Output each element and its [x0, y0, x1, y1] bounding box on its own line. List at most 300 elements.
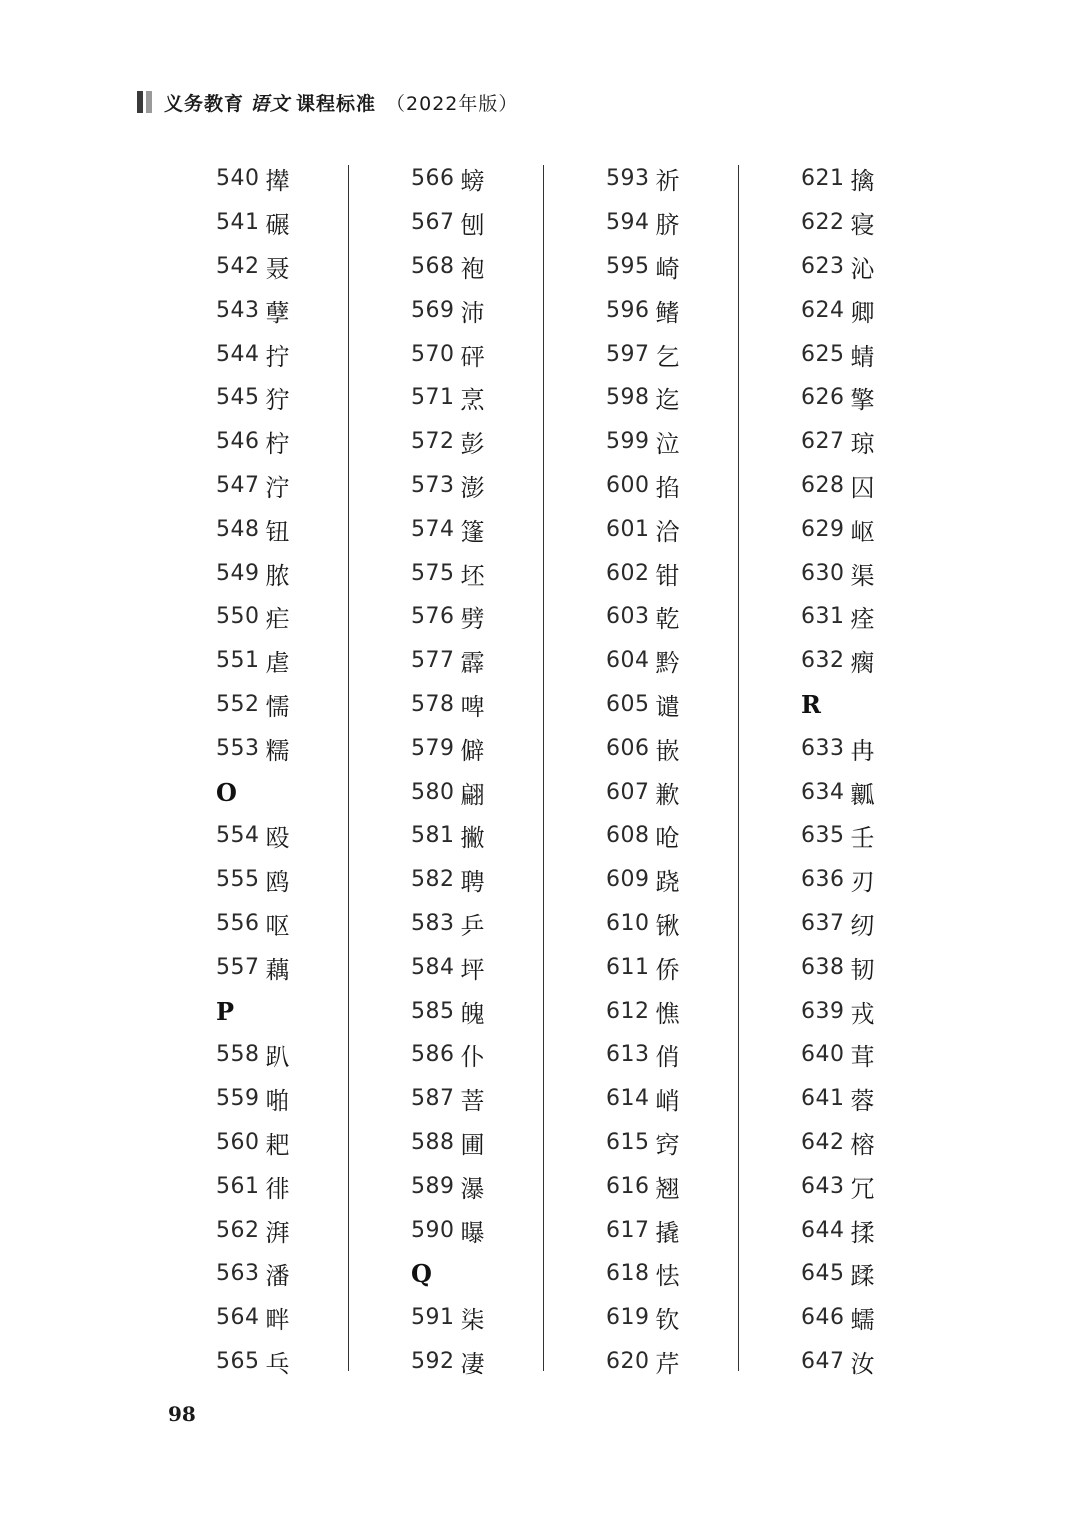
entry-character: 崎 [655, 254, 680, 283]
character-entry [606, 551, 756, 595]
book-title [164, 89, 518, 116]
character-entry [606, 1033, 756, 1077]
character-entry [801, 639, 951, 683]
character-table [0, 157, 1088, 1377]
entry-character: 柒 [460, 1306, 485, 1335]
column-2 [411, 157, 561, 1383]
character-entry [411, 1208, 561, 1252]
entry-number: 547 [216, 472, 260, 498]
character-entry [801, 157, 951, 201]
entry-character: 俏 [655, 1043, 680, 1072]
entry-character: 纫 [850, 911, 875, 940]
character-entry [606, 770, 756, 814]
character-entry [801, 726, 951, 770]
entry-character: 糯 [265, 736, 290, 765]
entry-character: 冗 [850, 1174, 875, 1203]
entry-number: 642 [801, 1129, 845, 1155]
entry-number: 553 [216, 735, 260, 761]
character-entry [411, 1340, 561, 1384]
character-entry [216, 858, 366, 902]
entry-character: 瀑 [460, 1174, 485, 1203]
entry-number: 586 [411, 1042, 455, 1068]
entry-number: 603 [606, 604, 650, 630]
entry-number: 636 [801, 867, 845, 893]
entry-number: 550 [216, 604, 260, 630]
entry-number: 590 [411, 1217, 455, 1243]
entry-number: 593 [606, 166, 650, 192]
entry-number: 614 [606, 1086, 650, 1112]
entry-character: 畔 [265, 1306, 290, 1335]
entry-number: 566 [411, 166, 455, 192]
entry-character: 揉 [850, 1218, 875, 1247]
entry-character: 魄 [460, 999, 485, 1028]
character-entry [606, 1252, 756, 1296]
entry-character: 碾 [265, 211, 290, 240]
entry-number: 631 [801, 604, 845, 630]
entry-number: 581 [411, 823, 455, 849]
entry-character: 趴 [265, 1043, 290, 1072]
entry-number: 633 [801, 735, 845, 761]
entry-number: 560 [216, 1129, 260, 1155]
character-entry [216, 420, 366, 464]
entry-character: 殴 [265, 824, 290, 853]
character-entry [801, 902, 951, 946]
entry-character: 袍 [460, 254, 485, 283]
character-entry [411, 902, 561, 946]
character-entry [216, 814, 366, 858]
section-letter-row [216, 770, 366, 814]
entry-number: 584 [411, 954, 455, 980]
book-title-main: 义务教育 [164, 92, 245, 115]
entry-number: 565 [216, 1348, 260, 1374]
entry-character: 聂 [265, 254, 290, 283]
entry-number: 573 [411, 472, 455, 498]
character-entry [411, 332, 561, 376]
character-entry [801, 1077, 951, 1121]
entry-character: 芹 [655, 1349, 680, 1378]
character-entry [411, 989, 561, 1033]
section-letter-row [801, 683, 951, 727]
character-entry [606, 245, 756, 289]
entry-number: 570 [411, 341, 455, 367]
entry-character: 坪 [460, 955, 485, 984]
character-entry [801, 332, 951, 376]
character-entry [216, 376, 366, 420]
character-entry [606, 288, 756, 332]
entry-character: 迄 [655, 386, 680, 415]
header-mark-dark [137, 91, 143, 113]
character-entry [216, 551, 366, 595]
entry-number: 599 [606, 429, 650, 455]
character-entry [801, 420, 951, 464]
entry-number: 546 [216, 429, 260, 455]
entry-character: 刨 [460, 211, 485, 240]
character-entry [606, 420, 756, 464]
character-entry [801, 464, 951, 508]
column-divider [543, 165, 544, 1371]
entry-number: 580 [411, 779, 455, 805]
book-title-subject: 语文 [250, 92, 291, 115]
entry-character: 鸥 [265, 868, 290, 897]
entry-number: 606 [606, 735, 650, 761]
entry-character: 侨 [655, 955, 680, 984]
entry-number: 582 [411, 867, 455, 893]
entry-character: 冉 [850, 736, 875, 765]
entry-character: 韧 [850, 955, 875, 984]
entry-character: 乾 [655, 605, 680, 634]
entry-character: 蜻 [850, 342, 875, 371]
entry-character: 翘 [655, 1174, 680, 1203]
entry-character: 蹂 [850, 1262, 875, 1291]
section-letter-row [411, 1252, 561, 1296]
entry-number: 563 [216, 1261, 260, 1287]
character-entry [801, 1121, 951, 1165]
entry-number: 543 [216, 297, 260, 323]
entry-number: 645 [801, 1261, 845, 1287]
character-entry [216, 1077, 366, 1121]
character-entry [606, 639, 756, 683]
entry-character: 沛 [460, 298, 485, 327]
entry-character: 砰 [460, 342, 485, 371]
character-entry [216, 683, 366, 727]
entry-number: 635 [801, 823, 845, 849]
entry-number: 600 [606, 472, 650, 498]
entry-number: 541 [216, 210, 260, 236]
entry-character: 撬 [655, 1218, 680, 1247]
character-entry [216, 945, 366, 989]
entry-character: 柠 [265, 430, 290, 459]
character-entry [411, 157, 561, 201]
entry-character: 寝 [850, 211, 875, 240]
entry-character: 螃 [460, 167, 485, 196]
character-entry [216, 595, 366, 639]
entry-number: 608 [606, 823, 650, 849]
entry-number: 640 [801, 1042, 845, 1068]
entry-number: 597 [606, 341, 650, 367]
entry-number: 610 [606, 910, 650, 936]
character-entry [606, 157, 756, 201]
entry-number: 615 [606, 1129, 650, 1155]
entry-character: 乓 [265, 1349, 290, 1378]
character-entry [801, 1340, 951, 1384]
entry-character: 跷 [655, 868, 680, 897]
entry-number: 559 [216, 1086, 260, 1112]
entry-number: 556 [216, 910, 260, 936]
character-entry [801, 376, 951, 420]
entry-character: 潘 [265, 1262, 290, 1291]
entry-number: 643 [801, 1173, 845, 1199]
entry-character: 僻 [460, 736, 485, 765]
character-entry [606, 507, 756, 551]
entry-number: 595 [606, 253, 650, 279]
entry-character: 呕 [265, 911, 290, 940]
entry-character: 藕 [265, 955, 290, 984]
character-entry [411, 288, 561, 332]
character-entry [411, 770, 561, 814]
entry-number: 613 [606, 1042, 650, 1068]
entry-number: 579 [411, 735, 455, 761]
character-entry [606, 376, 756, 420]
entry-character: 渠 [850, 561, 875, 590]
character-entry [411, 507, 561, 551]
character-entry [801, 1252, 951, 1296]
entry-character: 戎 [850, 999, 875, 1028]
column-1 [216, 157, 366, 1383]
character-entry [216, 201, 366, 245]
entry-number: 622 [801, 210, 845, 236]
character-entry [801, 507, 951, 551]
entry-character: 啪 [265, 1087, 290, 1116]
page-number: 98 [168, 1402, 196, 1426]
entry-number: 612 [606, 998, 650, 1024]
entry-number: 540 [216, 166, 260, 192]
entry-number: 602 [606, 560, 650, 586]
character-entry [216, 1164, 366, 1208]
character-entry [411, 551, 561, 595]
entry-character: 彭 [460, 430, 485, 459]
character-entry [216, 1296, 366, 1340]
character-entry [801, 858, 951, 902]
entry-character: 懦 [265, 692, 290, 721]
entry-character: 钮 [265, 517, 290, 546]
entry-character: 瓤 [850, 780, 875, 809]
entry-character: 掐 [655, 473, 680, 502]
book-title-version: （2022年版） [386, 92, 519, 115]
entry-number: 638 [801, 954, 845, 980]
section-letter: O [216, 777, 237, 807]
character-entry [411, 945, 561, 989]
entry-number: 591 [411, 1305, 455, 1331]
entry-character: 钳 [655, 561, 680, 590]
entry-character: 仆 [460, 1043, 485, 1072]
entry-character: 瘸 [850, 649, 875, 678]
entry-number: 607 [606, 779, 650, 805]
running-header [137, 88, 518, 116]
entry-number: 623 [801, 253, 845, 279]
entry-character: 翩 [460, 780, 485, 809]
character-entry [801, 1033, 951, 1077]
character-entry [411, 376, 561, 420]
character-entry [801, 945, 951, 989]
entry-character: 澎 [460, 473, 485, 502]
entry-number: 620 [606, 1348, 650, 1374]
entry-character: 卿 [850, 298, 875, 327]
entry-character: 峭 [655, 1087, 680, 1116]
entry-character: 乞 [655, 342, 680, 371]
character-entry [216, 639, 366, 683]
entry-character: 孽 [265, 298, 290, 327]
character-entry [606, 902, 756, 946]
character-entry [801, 1208, 951, 1252]
entry-number: 564 [216, 1305, 260, 1331]
character-entry [411, 595, 561, 639]
entry-character: 刃 [850, 868, 875, 897]
entry-number: 542 [216, 253, 260, 279]
character-entry [801, 1296, 951, 1340]
entry-number: 641 [801, 1086, 845, 1112]
character-entry [606, 989, 756, 1033]
entry-number: 578 [411, 691, 455, 717]
character-entry [606, 332, 756, 376]
character-entry [411, 245, 561, 289]
entry-number: 592 [411, 1348, 455, 1374]
column-divider [738, 165, 739, 1371]
entry-character: 怯 [655, 1262, 680, 1291]
character-entry [411, 814, 561, 858]
character-entry [606, 595, 756, 639]
character-entry [411, 858, 561, 902]
entry-number: 555 [216, 867, 260, 893]
character-entry [411, 420, 561, 464]
character-entry [801, 551, 951, 595]
character-entry [801, 814, 951, 858]
entry-number: 558 [216, 1042, 260, 1068]
entry-number: 572 [411, 429, 455, 455]
character-entry [216, 1340, 366, 1384]
entry-number: 616 [606, 1173, 650, 1199]
character-entry [216, 288, 366, 332]
entry-character: 乒 [460, 911, 485, 940]
character-entry [606, 1077, 756, 1121]
column-3 [606, 157, 756, 1383]
character-entry [606, 1296, 756, 1340]
header-mark-light [146, 91, 152, 113]
entry-character: 汝 [850, 1349, 875, 1378]
entry-character: 祈 [655, 167, 680, 196]
entry-character: 撵 [265, 167, 290, 196]
entry-number: 585 [411, 998, 455, 1024]
entry-number: 601 [606, 516, 650, 542]
entry-character: 锹 [655, 911, 680, 940]
entry-number: 625 [801, 341, 845, 367]
entry-character: 湃 [265, 1218, 290, 1247]
entry-character: 圃 [460, 1130, 485, 1159]
entry-number: 568 [411, 253, 455, 279]
entry-number: 628 [801, 472, 845, 498]
entry-number: 583 [411, 910, 455, 936]
entry-character: 歉 [655, 780, 680, 809]
entry-character: 疟 [265, 605, 290, 634]
character-entry [216, 1121, 366, 1165]
entry-number: 577 [411, 648, 455, 674]
character-entry [216, 1208, 366, 1252]
entry-number: 594 [606, 210, 650, 236]
character-entry [216, 507, 366, 551]
entry-character: 凄 [460, 1349, 485, 1378]
character-entry [801, 989, 951, 1033]
character-entry [411, 1033, 561, 1077]
character-entry [411, 683, 561, 727]
entry-number: 639 [801, 998, 845, 1024]
section-letter: Q [411, 1259, 432, 1289]
entry-character: 虐 [265, 649, 290, 678]
entry-number: 545 [216, 385, 260, 411]
character-entry [411, 1296, 561, 1340]
entry-number: 644 [801, 1217, 845, 1243]
entry-number: 544 [216, 341, 260, 367]
header-bar-marks [137, 91, 155, 113]
entry-number: 548 [216, 516, 260, 542]
entry-character: 擎 [850, 386, 875, 415]
character-entry [411, 201, 561, 245]
entry-number: 569 [411, 297, 455, 323]
entry-number: 588 [411, 1129, 455, 1155]
character-entry [801, 1164, 951, 1208]
entry-character: 蓉 [850, 1087, 875, 1116]
entry-character: 徘 [265, 1174, 290, 1203]
entry-number: 575 [411, 560, 455, 586]
entry-number: 609 [606, 867, 650, 893]
entry-number: 637 [801, 910, 845, 936]
entry-character: 琼 [850, 430, 875, 459]
entry-number: 604 [606, 648, 650, 674]
character-entry [606, 683, 756, 727]
entry-number: 587 [411, 1086, 455, 1112]
character-entry [801, 288, 951, 332]
entry-character: 篷 [460, 517, 485, 546]
entry-character: 钦 [655, 1306, 680, 1335]
entry-character: 茸 [850, 1043, 875, 1072]
entry-character: 脐 [655, 211, 680, 240]
character-entry [606, 945, 756, 989]
character-entry [606, 1164, 756, 1208]
entry-character: 脓 [265, 561, 290, 590]
character-entry [216, 726, 366, 770]
entry-number: 634 [801, 779, 845, 805]
character-entry [216, 1033, 366, 1077]
character-entry [411, 1077, 561, 1121]
entry-number: 617 [606, 1217, 650, 1243]
character-entry [606, 858, 756, 902]
section-letter: R [801, 689, 821, 719]
entry-number: 605 [606, 691, 650, 717]
book-title-rest: 课程标准 [296, 92, 377, 115]
column-divider [348, 165, 349, 1371]
section-letter-row [216, 989, 366, 1033]
entry-character: 憔 [655, 999, 680, 1028]
entry-number: 576 [411, 604, 455, 630]
entry-character: 壬 [850, 824, 875, 853]
entry-number: 574 [411, 516, 455, 542]
entry-number: 561 [216, 1173, 260, 1199]
entry-character: 拧 [265, 342, 290, 371]
character-entry [216, 902, 366, 946]
entry-character: 鳍 [655, 298, 680, 327]
character-entry [411, 1121, 561, 1165]
character-entry [411, 726, 561, 770]
entry-number: 624 [801, 297, 845, 323]
character-entry [801, 770, 951, 814]
character-entry [216, 332, 366, 376]
entry-character: 岖 [850, 517, 875, 546]
entry-character: 谴 [655, 692, 680, 721]
entry-number: 647 [801, 1348, 845, 1374]
entry-character: 黔 [655, 649, 680, 678]
entry-number: 598 [606, 385, 650, 411]
entry-character: 痊 [850, 605, 875, 634]
entry-character: 沁 [850, 254, 875, 283]
entry-character: 泞 [265, 473, 290, 502]
entry-character: 霹 [460, 649, 485, 678]
entry-number: 646 [801, 1305, 845, 1331]
character-entry [411, 464, 561, 508]
entry-number: 630 [801, 560, 845, 586]
character-entry [606, 814, 756, 858]
entry-character: 啤 [460, 692, 485, 721]
entry-number: 611 [606, 954, 650, 980]
column-4 [801, 157, 951, 1383]
entry-number: 552 [216, 691, 260, 717]
